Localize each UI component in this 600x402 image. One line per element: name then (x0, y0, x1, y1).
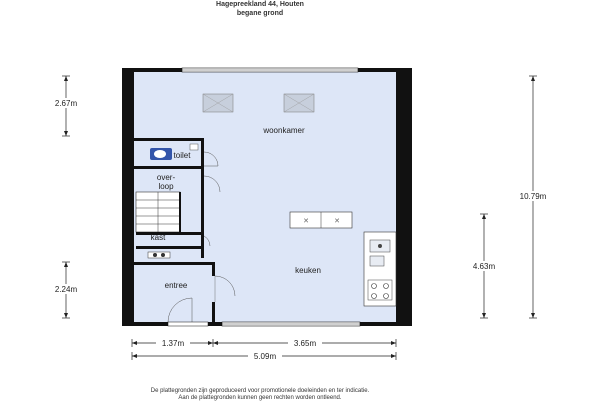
room-label-woonkamer: woonkamer (263, 126, 305, 135)
wall-right (396, 68, 412, 326)
kitchen-island (290, 212, 352, 228)
dimension-label-bottom-right: 3.65m (293, 339, 317, 348)
room-label-toilet: toilet (173, 151, 191, 160)
wall-kast-bottom (136, 246, 201, 249)
wall-entree-right-lower (212, 302, 215, 326)
wall-kast-top (136, 232, 201, 235)
dimension-right-total (512, 76, 554, 318)
disclaimer-line-1: De plattegronden zijn geproduceerd voor promotionele doeleinden en ter indicatie. (150, 388, 370, 394)
dimension-label-bottom-left: 1.37m (161, 339, 185, 348)
dimension-left-upper (48, 76, 84, 136)
plan-address: Hagepreekland 44, Houten (216, 1, 304, 8)
dimension-label-left-lower: 2.24m (54, 285, 78, 294)
wall-core-right (201, 138, 204, 258)
plan-floor-name: begane grond (236, 10, 284, 17)
dimension-right-kitchen (464, 214, 504, 318)
wall-toilet-top (134, 138, 204, 141)
wall-toilet-bottom (134, 166, 201, 169)
dimension-bottom-split (132, 338, 396, 348)
wall-entree-top (134, 262, 214, 265)
front-door (168, 322, 208, 326)
skylight-left (203, 94, 233, 112)
disclaimer-line-2: Aan de plattegronden kunnen geen rechten worden ontleend. (178, 395, 342, 401)
meter-box (148, 252, 170, 258)
dimension-label-left-upper: 2.67m (54, 99, 78, 108)
dimension-bottom-total (132, 351, 396, 361)
skylight-right (284, 94, 314, 112)
kitchen-counter (364, 232, 396, 306)
svg-text:✕: ✕ (303, 218, 309, 225)
svg-text:✕: ✕ (334, 218, 340, 225)
room-label-overloop-1: over- (156, 173, 176, 182)
dimension-label-right-kitchen: 4.63m (472, 262, 496, 271)
staircase (136, 192, 180, 232)
dimension-left-lower (48, 262, 84, 318)
room-label-entree: entree (164, 281, 188, 290)
wall-left (122, 68, 134, 326)
room-label-kast: kast (150, 233, 166, 242)
room-label-keuken: keuken (295, 266, 321, 275)
wall-entree-right-upper (212, 262, 215, 276)
dimension-label-bottom-total: 5.09m (253, 352, 277, 361)
room-label-overloop-2: loop (158, 182, 174, 191)
dimension-label-right-total: 10.79m (519, 192, 547, 201)
